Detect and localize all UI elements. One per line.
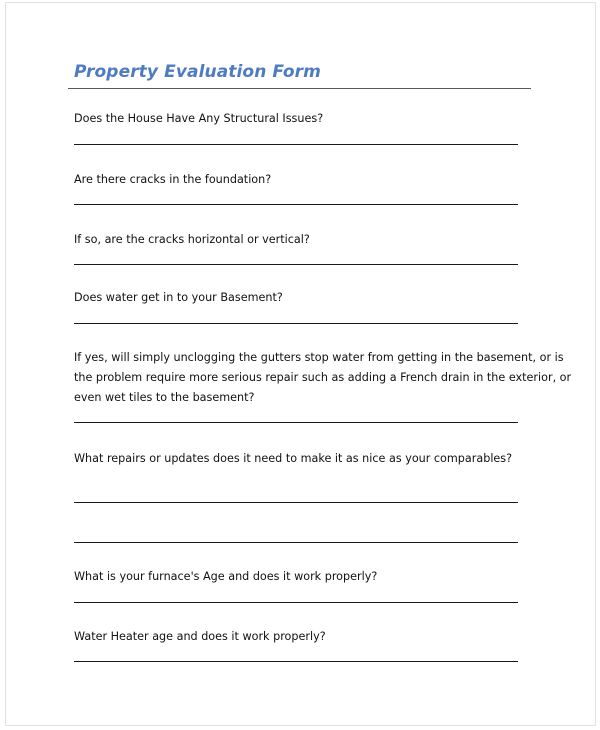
question-basement-water: Does water get in to your Basement? [74, 291, 283, 304]
answer-line-water-heater-age[interactable] [74, 661, 518, 662]
answer-line-crack-orientation[interactable] [74, 264, 518, 265]
question-crack-orientation: If so, are the cracks horizontal or vertical? [74, 233, 310, 246]
answer-line-repairs-updates-1[interactable] [74, 502, 518, 503]
answer-line-foundation-cracks[interactable] [74, 204, 518, 205]
question-furnace-age: What is your furnace's Age and does it work properly? [74, 570, 378, 583]
question-foundation-cracks: Are there cracks in the foundation? [74, 173, 272, 186]
question-repairs-updates: What repairs or updates does it need to make it as nice as your comparables? [74, 452, 513, 465]
question-water-heater-age: Water Heater age and does it work properly? [74, 630, 326, 643]
question-structural-issues: Does the House Have Any Structural Issues? [74, 112, 324, 125]
answer-line-repairs-updates-2[interactable] [74, 542, 518, 543]
answer-line-gutters[interactable] [74, 422, 518, 423]
question-gutters-line-2: the problem require more serious repair such as adding a French drain in the exterior, or [74, 371, 572, 384]
title-underline [68, 88, 531, 89]
question-gutters-line-1: If yes, will simply unclogging the gutters stop water from getting in the basement, or is [74, 351, 564, 364]
question-gutters-line-3: even wet tiles to the basement? [74, 391, 255, 404]
form-title: Property Evaluation Form [74, 62, 321, 82]
answer-line-structural-issues[interactable] [74, 144, 518, 145]
answer-line-furnace-age[interactable] [74, 602, 518, 603]
answer-line-basement-water[interactable] [74, 323, 518, 324]
